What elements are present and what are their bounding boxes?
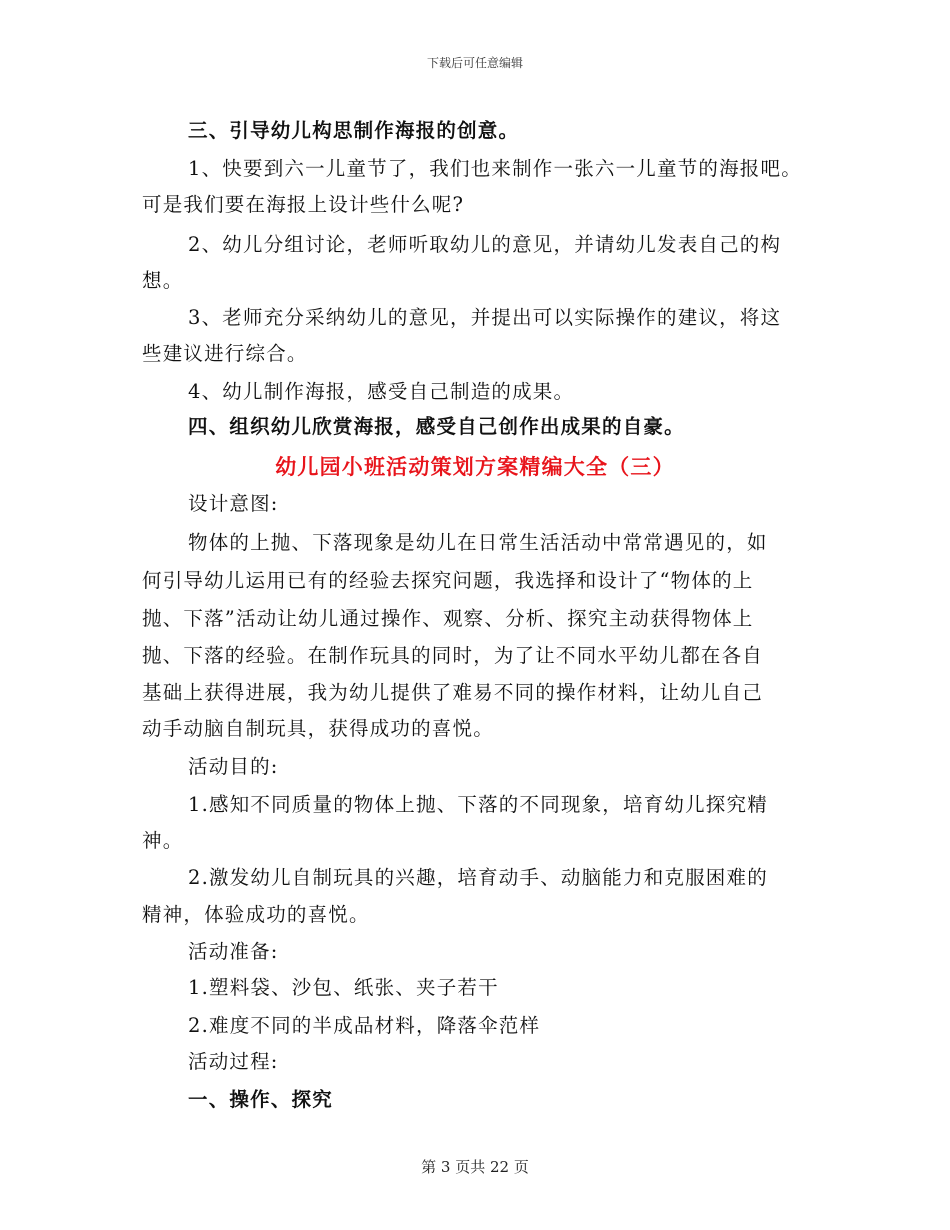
label-preparation: 活动准备:: [188, 940, 279, 963]
plan-title: 幼儿园小班活动策划方案精编大全（三）: [275, 454, 675, 479]
paragraph-line: 1.感知不同质量的物体上抛、下落的不同现象，培育幼儿探究精: [188, 793, 768, 816]
paragraph-line: 1、快要到六一儿童节了，我们也来制作一张六一儿童节的海报吧。: [188, 157, 802, 180]
paragraph-line: 3、老师充分采纳幼儿的意见，并提出可以实际操作的建议，将这: [188, 306, 782, 329]
label-goal: 活动目的:: [188, 755, 279, 778]
page-header: 下载后可任意编辑: [426, 56, 523, 70]
section-heading: 三、引导幼儿构思制作海报的创意。: [188, 119, 520, 142]
paragraph-line: 些建议进行综合。: [142, 342, 308, 365]
paragraph-line: 物体的上抛、下落现象是幼儿在日常生活活动中常常遇见的，如: [188, 531, 768, 554]
paragraph-line: 1.塑料袋、沙包、纸张、夹子若干: [188, 976, 499, 999]
label-process: 活动过程:: [188, 1050, 279, 1073]
paragraph-line: 何引导幼儿运用已有的经验去探究问题，我选择和设计了“物体的上: [142, 569, 754, 592]
paragraph-line: 神。: [142, 829, 184, 852]
paragraph-line: 想。: [142, 269, 184, 292]
page-footer: 第 3 页共 22 页: [421, 1158, 529, 1176]
paragraph-line: 2、幼儿分组讨论，老师听取幼儿的意见，并请幼儿发表自己的构: [188, 233, 782, 256]
paragraph-line: 基础上获得进展，我为幼儿提供了难易不同的操作材料，让幼儿自己: [142, 681, 764, 704]
paragraph-line: 2.难度不同的半成品材料，降落伞范样: [188, 1014, 541, 1037]
paragraph-line: 可是我们要在海报上设计些什么呢?: [142, 193, 465, 216]
section-heading: 一、操作、探究: [188, 1088, 333, 1111]
paragraph-line: 精神，体验成功的喜悦。: [142, 903, 370, 926]
paragraph-line: 抛、下落的经验。在制作玩具的同时，为了让不同水平幼儿都在各自: [142, 644, 764, 667]
paragraph-line: 4、幼儿制作海报，感受自己制造的成果。: [188, 380, 575, 403]
section-heading: 四、组织幼儿欣赏海报，感受自己创作出成果的自豪。: [188, 415, 685, 438]
paragraph-line: 动手动脑自制玩具，获得成功的喜悦。: [142, 717, 494, 740]
paragraph-line: 抛、下落”活动让幼儿通过操作、观察、分析、探究主动获得物体上: [142, 607, 754, 630]
label-design-intent: 设计意图:: [188, 492, 279, 515]
paragraph-line: 2.激发幼儿自制玩具的兴趣，培育动手、动脑能力和克服困难的: [188, 866, 768, 889]
